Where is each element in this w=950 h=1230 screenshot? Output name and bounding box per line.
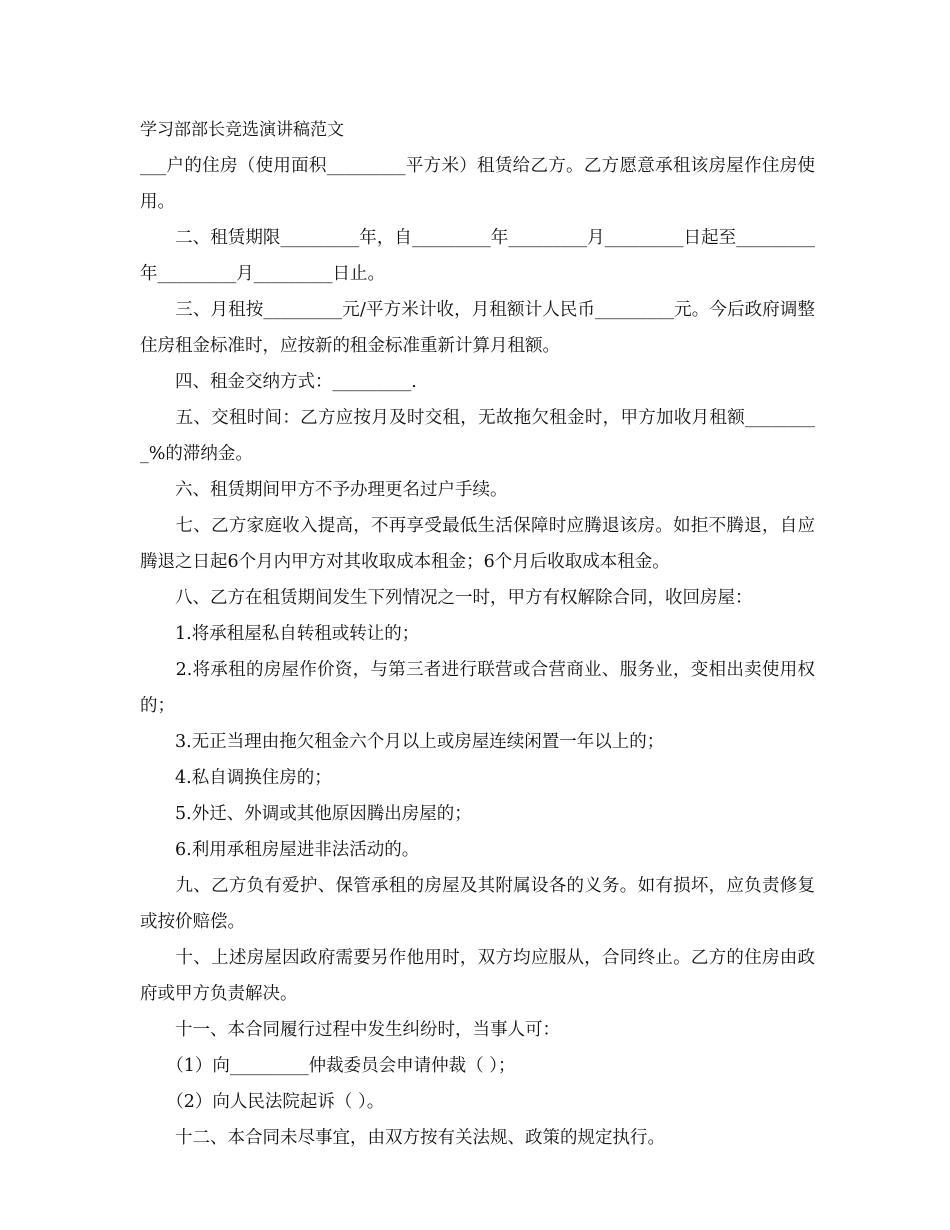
paragraph-monthly-rent: 三、月租按_________元/平方米计收，月租额计人民币_________元。今后政府调整住房租金标准时，应按新的租金标准重新计算月租额。	[140, 300, 815, 356]
paragraph-vacate: 七、乙方家庭收入提高，不再享受最低生活保障时应腾退该房。如拒不腾退，自应腾退之日起6个月内甲方对其收取成本租金；6个月后收取成本租金。	[140, 516, 815, 572]
list-item-4: 4.私自调换住房的；	[140, 768, 332, 788]
paragraph-maintenance: 九、乙方负有爱护、保管承租的房屋及其附属设各的义务。如有损坏，应负责修复或按价赔偿。	[140, 876, 815, 932]
list-item-1: 1.将承租屋私自转租或转让的；	[140, 624, 420, 644]
dispute-option-arbitration: （1）向_________仲裁委员会申请仲裁（ ）；	[140, 1056, 516, 1076]
list-item-6: 6.利用承租房屋进非法活动的。	[140, 840, 420, 860]
paragraph-government-use: 十、上述房屋因政府需要另作他用时，双方均应服从，合同终止。乙方的住房由政府或甲方负责解决。	[140, 948, 815, 1004]
paragraph-disputes: 十一、本合同履行过程中发生纠纷时，当事人可：	[140, 1020, 560, 1040]
dispute-option-court: （2）向人民法院起诉（ ）。	[140, 1092, 385, 1112]
paragraph-intro: ___户的住房（使用面积_________平方米）租赁给乙方。乙方愿意承租该房屋作住房使用。	[140, 156, 815, 212]
document-body	[140, 148, 815, 1156]
paragraph-no-transfer: 六、租赁期间甲方不予办理更名过户手续。	[140, 480, 508, 500]
paragraph-payment-method: 四、租金交纳方式：_________.	[140, 372, 417, 392]
document-title: 学习部部长竞选演讲稿范文	[140, 120, 344, 140]
paragraph-lease-term: 二、租赁期限_________年，自_________年_________月_________日起至_________年_________月_________日止。	[140, 228, 815, 284]
paragraph-other-matters: 十二、本合同未尽事宜，由双方按有关法规、政策的规定执行。	[140, 1128, 665, 1148]
paragraph-payment-time: 五、交租时间：乙方应按月及时交租，无故拖欠租金时，甲方加收月租额_________%的滞纳金。	[140, 408, 815, 464]
list-item-5: 5.外迁、外调或其他原因腾出房屋的；	[140, 804, 472, 824]
paragraph-termination: 八、乙方在租赁期间发生下列情况之一时，甲方有权解除合同，收回房屋：	[140, 588, 753, 608]
list-item-3: 3.无正当理由拖欠租金六个月以上或房屋连续闲置一年以上的；	[140, 732, 665, 752]
list-item-2: 2.将承租的房屋作价资，与第三者进行联营或合营商业、服务业，变相出卖使用权的；	[140, 660, 815, 716]
